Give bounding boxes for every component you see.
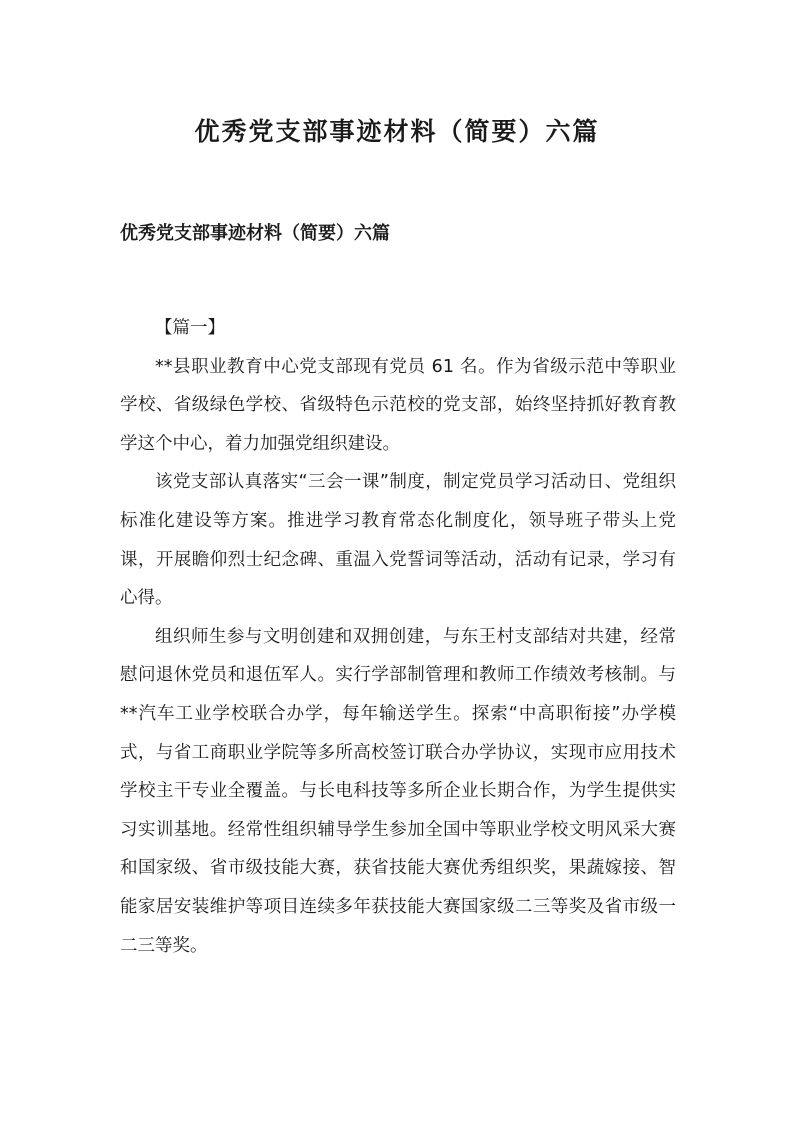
document-title: 优秀党支部事迹材料（简要）六篇	[194, 117, 600, 146]
document-body	[120, 309, 676, 965]
document-subtitle: 优秀党支部事迹材料（简要）六篇	[120, 223, 390, 244]
paragraph-2: 该党支部认真落实“三会一课”制度，制定党员学习活动日、党组织标准化建设等方案。推进学习教育常态化制度化，领导班子带头上党课，开展瞻仰烈士纪念碑、重温入党誓词等活动，活动有记录，学习有心得。	[120, 472, 676, 609]
section-heading: 【篇一】	[155, 318, 225, 338]
paragraph-3: 组织师生参与文明创建和双拥创建，与东王村支部结对共建，经常慰问退休党员和退伍军人。实行学部制管理和教师工作绩效考核制。与**汽车工业学校联合办学，每年输送学生。探索“中高职衔接”办学模式，与省工商职业学院等多所高校签订联合办学协议，实现市应用技术学校主干专业全覆盖。与长电科技等多所企业长期合作，为学生提供实习实训基地。经常性组织辅导学生参加全国中等职业学校文明风采大赛和国家级、省市级技能大赛，获省技能大赛优秀组织奖，果蔬嫁接、智能家居安装维护等项目连续多年获技能大赛国家级二三等奖及省市级一二三等奖。	[120, 626, 676, 956]
paragraph-1: **县职业教育中心党支部现有党员 61 名。作为省级示范中等职业学校、省级绿色学校、省级特色示范校的党支部，始终坚持抓好教育教学这个中心，着力加强党组织建设。	[120, 356, 676, 454]
